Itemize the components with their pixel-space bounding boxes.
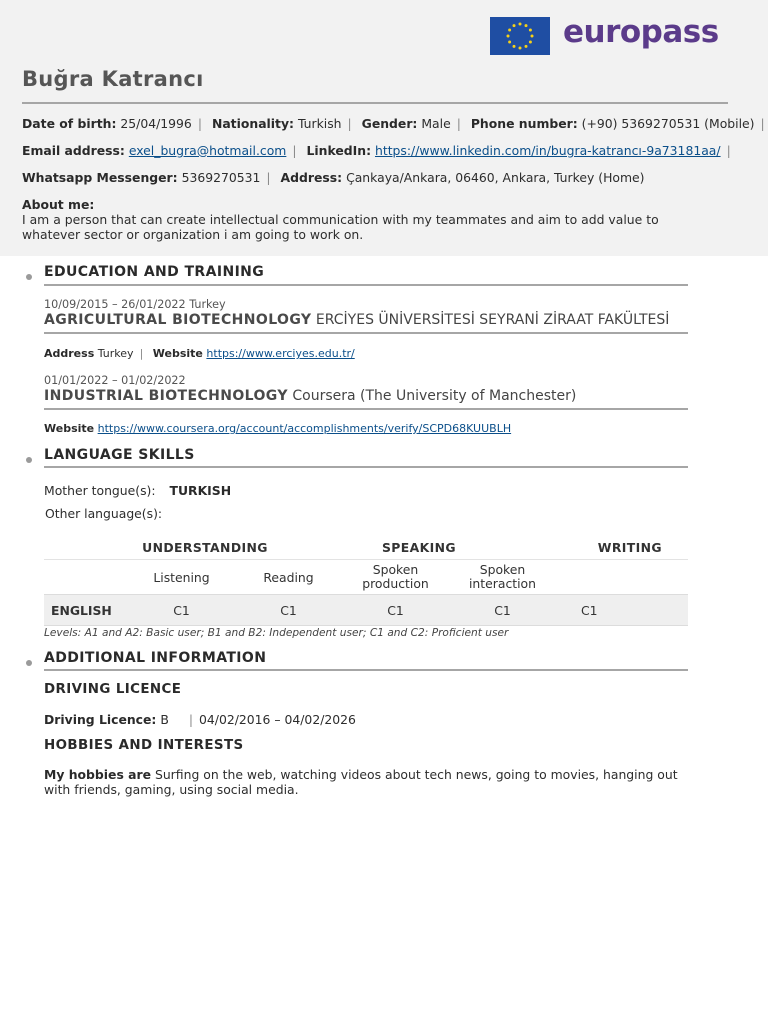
about-text: I am a person that can create intellectual communication with my teammates and aim to add value to whatever sector or organization i am going to work on. <box>22 212 659 242</box>
driving-row: Driving Licence: B | 04/02/2016 – 04/02/2026 <box>44 712 356 727</box>
flag-star <box>519 23 522 26</box>
table-row <box>44 595 688 626</box>
section-bullet <box>26 274 32 280</box>
institution-name: ERCİYES ÜNİVERSİTESİ SEYRANİ ZİRAAT FAKÜLTESİ <box>315 312 670 328</box>
gender-label: Gender: <box>361 116 418 131</box>
section-bullet <box>26 457 32 463</box>
driving-title: DRIVING LICENCE <box>44 682 182 697</box>
section-bullet <box>26 660 32 666</box>
listening-level: C1 <box>128 595 235 626</box>
spoken-interaction-level: C1 <box>449 595 556 626</box>
flag-star <box>513 24 516 27</box>
driving-label: Driving Licence: <box>44 712 157 727</box>
flag-star <box>507 35 510 38</box>
address-value: Çankaya/Ankara, 06460, Ankara, Turkey (Home) <box>346 170 645 185</box>
gender-value: Male <box>421 116 451 131</box>
driving-dates: 04/02/2016 – 04/02/2026 <box>199 712 356 727</box>
spoken-production-level: C1 <box>342 595 449 626</box>
institution-name: Coursera (The University of Manchester) <box>292 388 577 404</box>
whatsapp-value: 5369270531 <box>181 170 261 185</box>
flag-star <box>513 45 516 48</box>
education-degree <box>44 312 669 328</box>
about-me <box>22 197 712 242</box>
divider <box>44 408 688 410</box>
phone-value: (+90) 5369270531 (Mobile) <box>581 116 755 131</box>
flag-star <box>531 35 534 38</box>
listening-header: Listening <box>153 569 210 585</box>
mother-tongue-row <box>44 483 231 498</box>
spoken-interaction-header: Spoken interaction <box>468 562 536 591</box>
hobbies-title: HOBBIES AND INTERESTS <box>44 738 244 753</box>
flag-star <box>519 47 522 50</box>
phone-label: Phone number: <box>470 116 578 131</box>
hobbies-text: Surfing on the web, watching videos about tech news, going to movies, hanging out with friends, gaming, using social media. <box>44 767 678 797</box>
driving-value: B <box>160 712 169 727</box>
writing-level: C1 <box>556 595 688 626</box>
nationality-label: Nationality: <box>211 116 294 131</box>
address-label: Address <box>44 347 95 360</box>
website-link[interactable]: https://www.erciyes.edu.tr/ <box>206 347 355 360</box>
speaking-header: SPEAKING <box>381 539 456 555</box>
personal-info-row-1: Date of birth: 25/04/1996 | Nationality: Turkish | Gender: Male | Phone number: (+90) 5369270531 (Mobile) | <box>22 116 765 131</box>
website-label: Website <box>152 347 203 360</box>
email-link[interactable]: exel_bugra@hotmail.com <box>128 143 287 158</box>
writing-header: WRITING <box>597 539 662 555</box>
education-details: Address Turkey | Website https://www.erciyes.edu.tr/ <box>44 347 355 360</box>
divider <box>22 102 728 104</box>
personal-info-row-2: Email address: exel_bugra@hotmail.com | LinkedIn: https://www.linkedin.com/in/bugra-katrancı-9a73181aa/ | <box>22 143 731 158</box>
spoken-production-header: Spoken production <box>362 562 429 591</box>
degree-title: AGRICULTURAL BIOTECHNOLOGY <box>44 312 312 328</box>
flag-star <box>529 29 532 32</box>
degree-title: INDUSTRIAL BIOTECHNOLOGY <box>44 388 288 404</box>
linkedin-label: LinkedIn: <box>306 143 372 158</box>
flag-star <box>529 41 532 44</box>
address-value: Turkey <box>97 347 134 360</box>
hobbies-label: My hobbies are <box>44 767 152 782</box>
website-label: Website <box>44 422 95 435</box>
email-label: Email address: <box>22 143 125 158</box>
divider <box>44 669 688 671</box>
reading-header: Reading <box>263 569 314 585</box>
table-header-row <box>44 534 688 560</box>
divider <box>44 284 688 286</box>
eu-flag-icon <box>490 17 550 55</box>
language-table-body <box>44 559 688 626</box>
personal-info-row-3: Whatsapp Messenger: 5369270531 | Address: Çankaya/Ankara, 06460, Ankara, Turkey (Home) <box>22 170 645 185</box>
address-label: Address: <box>280 170 343 185</box>
hobbies-text-block <box>44 767 684 797</box>
language-title: LANGUAGE SKILLS <box>44 447 195 463</box>
levels-note: Levels: A1 and A2: Basic user; B1 and B2: Independent user; C1 and C2: Proficient user <box>44 627 509 639</box>
person-name: Buğra Katrancı <box>22 67 204 91</box>
additional-title: ADDITIONAL INFORMATION <box>44 650 267 666</box>
divider <box>44 332 688 334</box>
mother-tongue-label: Mother tongue(s): <box>44 483 156 498</box>
linkedin-link[interactable]: https://www.linkedin.com/in/bugra-katrancı-9a73181aa/ <box>374 143 721 158</box>
whatsapp-label: Whatsapp Messenger: <box>22 170 178 185</box>
europass-logo: europass <box>563 14 719 50</box>
language-name: ENGLISH <box>44 595 128 626</box>
table-subheader-row <box>44 560 688 595</box>
education-dates: 10/09/2015 – 26/01/2022 Turkey <box>44 298 226 311</box>
website-link[interactable]: https://www.coursera.org/account/accomplishments/verify/SCPD68KUUBLH <box>97 422 512 435</box>
education-details <box>44 422 511 435</box>
flag-star <box>508 29 511 32</box>
flag-star <box>525 24 528 27</box>
flag-star <box>525 45 528 48</box>
reading-level: C1 <box>235 595 342 626</box>
other-languages-label: Other language(s): <box>45 506 163 521</box>
divider <box>44 466 688 468</box>
education-dates: 01/01/2022 – 01/02/2022 <box>44 374 186 387</box>
education-degree <box>44 388 576 404</box>
language-table <box>44 534 688 560</box>
flag-star <box>508 41 511 44</box>
header-section <box>0 0 768 256</box>
dob-label: Date of birth: <box>22 116 117 131</box>
mother-tongue-value: TURKISH <box>169 483 232 498</box>
education-title: EDUCATION AND TRAINING <box>44 264 265 280</box>
understanding-header: UNDERSTANDING <box>142 539 268 555</box>
nationality-value: Turkish <box>297 116 342 131</box>
about-label: About me: <box>22 197 95 212</box>
dob-value: 25/04/1996 <box>120 116 192 131</box>
